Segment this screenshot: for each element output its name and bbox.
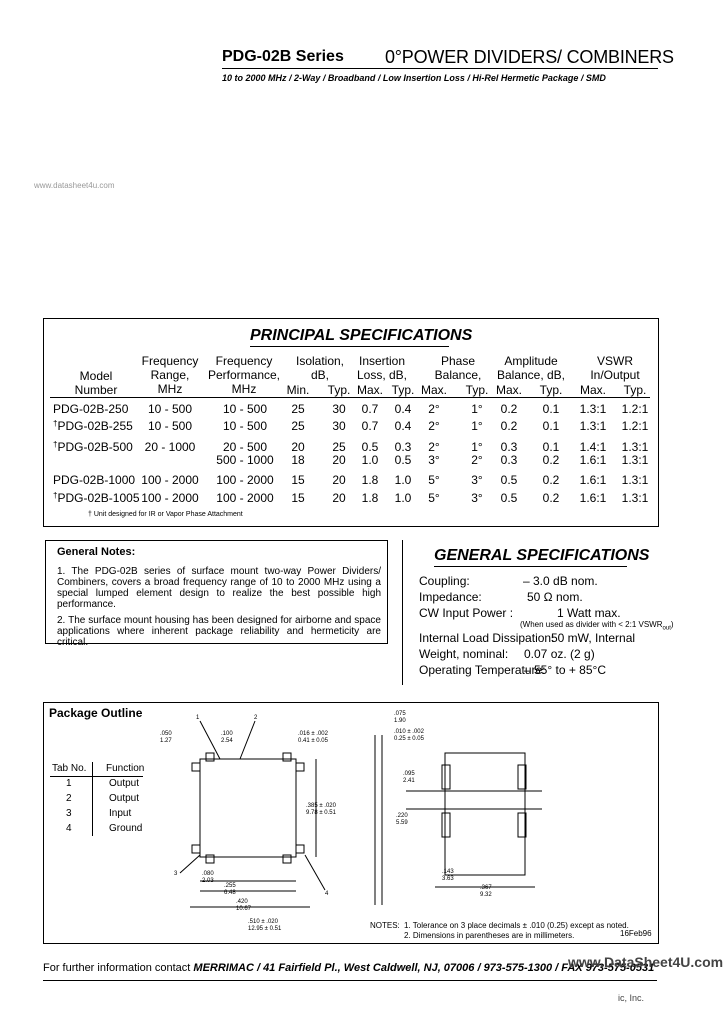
dim-label: .220 xyxy=(396,813,408,819)
spec-cell-iso-min: 25 xyxy=(291,419,305,433)
model-number: PDG-02B-250 xyxy=(53,402,129,416)
model-number: PDG-02B-1000 xyxy=(53,473,136,487)
spec-cell-ph-max: 5° xyxy=(428,473,440,487)
dim-label: 6.48 xyxy=(224,890,236,896)
spec-cell-vs-typ: 1.2:1 xyxy=(621,419,649,433)
dim-label: 9.32 xyxy=(480,892,492,898)
tab-table-rule xyxy=(50,776,143,777)
spec-cell-vs-typ: 1.3:1 xyxy=(621,473,649,487)
header-rule xyxy=(222,68,658,69)
spec-cell-am-typ: 0.1 xyxy=(542,440,560,454)
tab-pin xyxy=(192,845,200,853)
package-note-2: 2. Dimensions in parentheses are in millimeters. xyxy=(404,931,575,940)
dim-label: 0.25 ± 0.05 xyxy=(394,736,424,742)
header-vswr: VSWR In/Output xyxy=(590,354,640,382)
dim-label: .016 ± .002 xyxy=(298,731,328,737)
header-typ: Typ. xyxy=(465,383,489,397)
spec-cell-vs-typ: 1.3:1 xyxy=(621,453,649,467)
tab-number-label: 3 xyxy=(174,871,178,877)
dim-label: .367 xyxy=(480,885,492,891)
spec-cell-range: 10 - 500 xyxy=(147,402,193,416)
dim-label: 1.90 xyxy=(394,718,406,724)
spec-cell-iso-min: 15 xyxy=(291,491,305,505)
tab-function: Output xyxy=(109,793,140,804)
dim-label: .143 xyxy=(442,869,454,875)
footer-contact xyxy=(43,962,654,974)
weight-value: 0.07 oz. (2 g) xyxy=(524,647,595,661)
coupling-value: – 3.0 dB nom. xyxy=(523,574,598,588)
header-typ: Typ. xyxy=(391,383,415,397)
load-dissipation-value: 50 mW, Internal xyxy=(551,631,636,645)
spec-cell-am-typ: 0.2 xyxy=(542,473,560,487)
spec-cell-il-typ: 0.3 xyxy=(394,440,412,454)
header-max: Max. xyxy=(495,383,522,397)
header-max: Max. xyxy=(356,383,383,397)
cw-power-label: CW Input Power : xyxy=(419,606,514,620)
dim-label: 12.95 ± 0.51 xyxy=(248,926,282,932)
spec-cell-iso-typ: 30 xyxy=(332,402,346,416)
tab-number-label: 1 xyxy=(196,715,200,721)
spec-cell-vs-max: 1.3:1 xyxy=(579,419,607,433)
dim-label: 2.03 xyxy=(202,878,214,884)
spec-cell-vs-max: 1.6:1 xyxy=(579,473,607,487)
spec-cell-perf: 20 - 500 xyxy=(222,440,268,454)
model-number: †PDG-02B-255 xyxy=(53,419,133,433)
spec-cell-range: 100 - 2000 xyxy=(141,473,199,487)
spec-cell-perf: 500 - 1000 xyxy=(216,453,274,467)
spec-cell-il-max: 1.8 xyxy=(361,473,379,487)
spec-cell-vs-max: 1.6:1 xyxy=(579,491,607,505)
dim-label: .510 ± .020 xyxy=(248,919,278,925)
tab-table-divider xyxy=(92,762,93,836)
spec-cell-iso-typ: 30 xyxy=(332,419,346,433)
general-specs-title: GENERAL SPECIFICATIONS xyxy=(434,547,650,564)
spec-cell-vs-typ: 1.2:1 xyxy=(621,402,649,416)
spec-cell-il-max: 0.5 xyxy=(361,440,379,454)
title-underline xyxy=(250,346,449,347)
dim-label: 1.27 xyxy=(160,738,172,744)
spec-cell-am-max: 0.3 xyxy=(500,453,518,467)
spec-cell-ph-typ: 3° xyxy=(471,491,483,505)
section-divider xyxy=(402,540,403,685)
function-header: Function xyxy=(106,763,145,774)
weight-label: Weight, nominal: xyxy=(419,647,509,661)
dim-label: 0.41 ± 0.05 xyxy=(298,738,328,744)
spec-cell-ph-typ: 1° xyxy=(471,402,483,416)
tab-pin xyxy=(192,763,200,771)
spec-cell-il-max: 0.7 xyxy=(361,402,379,416)
title-underline xyxy=(434,566,627,567)
spec-cell-am-max: 0.5 xyxy=(500,473,518,487)
dim-label: 10.67 xyxy=(236,906,252,912)
spec-cell-vs-max: 1.3:1 xyxy=(579,402,607,416)
spec-cell-perf: 10 - 500 xyxy=(222,419,268,433)
dim-label: 2.54 xyxy=(221,738,233,744)
spec-cell-ph-typ: 1° xyxy=(471,440,483,454)
spec-cell-perf: 100 - 2000 xyxy=(216,491,274,505)
header-amplitude: Amplitude Balance, dB, xyxy=(496,354,566,382)
spec-cell-ph-max: 5° xyxy=(428,491,440,505)
spec-cell-iso-min: 25 xyxy=(291,402,305,416)
dim-label: 9.78 ± 0.51 xyxy=(306,810,336,816)
package-body xyxy=(200,759,296,857)
spec-cell-iso-min: 15 xyxy=(291,473,305,487)
dim-label: .010 ± .002 xyxy=(394,729,424,735)
subtitle: 10 to 2000 MHz / 2-Way / Broadband / Low Insertion Loss / Hi-Rel Hermetic Package / SMD xyxy=(222,73,606,83)
header-model: Model Number xyxy=(74,369,118,397)
side-view-body xyxy=(445,753,525,875)
side-tab xyxy=(442,813,450,837)
principal-specs-title: PRINCIPAL SPECIFICATIONS xyxy=(250,327,473,344)
tab-number-label: 4 xyxy=(325,891,329,897)
general-notes-title: General Notes: xyxy=(57,546,136,558)
spec-cell-ph-max: 2° xyxy=(428,402,440,416)
dim-label: .100 xyxy=(221,731,233,737)
header-typ: Typ. xyxy=(539,383,563,397)
spec-cell-ph-typ: 2° xyxy=(471,453,483,467)
spec-cell-il-max: 1.8 xyxy=(361,491,379,505)
impedance-value: 50 Ω nom. xyxy=(527,590,583,604)
load-dissipation-label: Internal Load Dissipation: xyxy=(419,631,555,645)
spec-cell-iso-typ: 20 xyxy=(332,473,346,487)
tab-function: Output xyxy=(109,778,140,789)
general-note-2: 2. The surface mount housing has been designed for airborne and space applications where inherent package reliability and hermeticity are critical. xyxy=(57,615,381,648)
spec-cell-am-typ: 0.1 xyxy=(542,419,560,433)
spec-cell-vs-max: 1.6:1 xyxy=(579,453,607,467)
company-info: MERRIMAC / 41 Fairfield Pl., West Caldwell, NJ, 07006 / 973-575-1300 / FAX 973-575-0531 xyxy=(193,962,655,974)
spec-cell-il-typ: 0.5 xyxy=(394,453,412,467)
spec-cell-range: 20 - 1000 xyxy=(144,440,196,454)
spec-cell-iso-min: 18 xyxy=(291,453,305,467)
footnote: † Unit designed for IR or Vapor Phase Attachment xyxy=(88,511,243,518)
model-number: †PDG-02B-500 xyxy=(53,440,133,454)
spec-cell-iso-min: 20 xyxy=(291,440,305,454)
header-insertion: Insertion Loss, dB, xyxy=(356,354,408,382)
tab-number: 4 xyxy=(66,823,72,834)
spec-cell-ph-typ: 3° xyxy=(471,473,483,487)
spec-cell-ph-max: 2° xyxy=(428,419,440,433)
header-typ: Typ. xyxy=(623,383,647,397)
tab-number: 1 xyxy=(66,778,72,789)
spec-cell-vs-typ: 1.3:1 xyxy=(621,440,649,454)
header-freq-range: Frequency Range, MHz xyxy=(141,354,199,396)
cw-power-note: (When used as divider with < 2:1 $VSWR_{out}$) xyxy=(520,620,674,632)
tab-number: 2 xyxy=(66,793,72,804)
spec-cell-iso-typ: 20 xyxy=(332,453,346,467)
spec-cell-am-typ: 0.2 xyxy=(542,453,560,467)
spec-cell-am-max: 0.2 xyxy=(500,402,518,416)
header-freq-perf: Frequency Performance, MHz xyxy=(207,354,281,396)
tab-number-label: 2 xyxy=(254,715,258,721)
tab-pin xyxy=(283,855,291,863)
header-min: Min. xyxy=(286,383,310,397)
tab-function: Ground xyxy=(109,823,143,834)
spec-cell-il-max: 1.0 xyxy=(361,453,379,467)
temp-value: – 55° to + 85°C xyxy=(524,663,606,677)
header-max: Max. xyxy=(579,383,606,397)
tab-number: 3 xyxy=(66,808,72,819)
header-max: Max. xyxy=(420,383,447,397)
dim-label: 3.63 xyxy=(442,876,454,882)
spec-cell-iso-typ: 20 xyxy=(332,491,346,505)
table-divider xyxy=(50,397,650,398)
spec-cell-il-typ: 1.0 xyxy=(394,473,412,487)
watermark-link[interactable]: www.datasheet4u.com xyxy=(34,181,115,190)
spec-cell-am-max: 0.3 xyxy=(500,440,518,454)
dim-label: 5.59 xyxy=(396,820,408,826)
notes-label: NOTES: xyxy=(370,921,400,930)
watermark-stamp-sub: ic, Inc. xyxy=(618,993,645,1003)
dim-label: .095 xyxy=(403,771,415,777)
dim-label: .080 xyxy=(202,871,214,877)
footer-prefix: For further information contact xyxy=(43,962,191,974)
spec-cell-ph-typ: 1° xyxy=(471,419,483,433)
header-phase: Phase Balance, xyxy=(434,354,482,382)
general-note-1: 1. The PDG-02B series of surface mount two-way Power Dividers/ Combiners, covers a broad frequency range of 10 to 2000 MHz using a special lumped element design to realize the best possible high performance. xyxy=(57,566,381,610)
package-note-1: 1. Tolerance on 3 place decimals ± .010 (0.25) except as noted. xyxy=(404,921,629,930)
spec-cell-vs-typ: 1.3:1 xyxy=(621,491,649,505)
tab-pin xyxy=(206,855,214,863)
spec-cell-range: 10 - 500 xyxy=(147,419,193,433)
tab-function: Input xyxy=(109,808,132,819)
coupling-label: Coupling: xyxy=(419,574,470,588)
impedance-label: Impedance: xyxy=(419,590,482,604)
spec-cell-am-max: 0.2 xyxy=(500,419,518,433)
temp-label: Operating Temperature: xyxy=(419,663,546,677)
model-number: †PDG-02B-1005 xyxy=(53,491,140,505)
spec-cell-am-max: 0.5 xyxy=(500,491,518,505)
dim-label: .050 xyxy=(160,731,172,737)
page-title: 0°POWER DIVIDERS/ COMBINERS xyxy=(385,47,674,67)
spec-cell-il-typ: 0.4 xyxy=(394,402,412,416)
spec-cell-am-typ: 0.1 xyxy=(542,402,560,416)
cw-power-value: 1 Watt max. xyxy=(557,606,621,620)
spec-cell-am-typ: 0.2 xyxy=(542,491,560,505)
spec-cell-il-max: 0.7 xyxy=(361,419,379,433)
footer-rule xyxy=(43,980,657,981)
series-title: PDG-02B Series xyxy=(222,48,344,65)
dim-label: .385 ± .020 xyxy=(306,803,336,809)
spec-cell-il-typ: 1.0 xyxy=(394,491,412,505)
spec-cell-range: 100 - 2000 xyxy=(141,491,199,505)
spec-cell-vs-max: 1.4:1 xyxy=(579,440,607,454)
spec-cell-perf: 10 - 500 xyxy=(222,402,268,416)
spec-cell-perf: 100 - 2000 xyxy=(216,473,274,487)
spec-cell-iso-typ: 25 xyxy=(332,440,346,454)
tab-pin xyxy=(296,845,304,853)
spec-cell-ph-max: 2° xyxy=(428,440,440,454)
watermark-stamp[interactable]: www.DataSheet4U.com xyxy=(568,954,723,970)
dim-label: .255 xyxy=(224,883,236,889)
header-typ: Typ. xyxy=(327,383,351,397)
side-tab xyxy=(442,765,450,789)
tab-pin xyxy=(206,753,214,761)
tab-pin xyxy=(283,753,291,761)
tab-header: Tab No. xyxy=(52,763,87,774)
dim-label: 2.41 xyxy=(403,778,415,784)
spec-cell-ph-max: 3° xyxy=(428,453,440,467)
spec-cell-il-typ: 0.4 xyxy=(394,419,412,433)
revision-date: 16Feb96 xyxy=(620,929,652,938)
dim-label: .420 xyxy=(236,899,248,905)
tab-pin xyxy=(296,763,304,771)
package-outline-title: Package Outline xyxy=(49,706,143,720)
header-isolation: Isolation, dB, xyxy=(295,354,345,382)
dim-label: .075 xyxy=(394,711,406,717)
